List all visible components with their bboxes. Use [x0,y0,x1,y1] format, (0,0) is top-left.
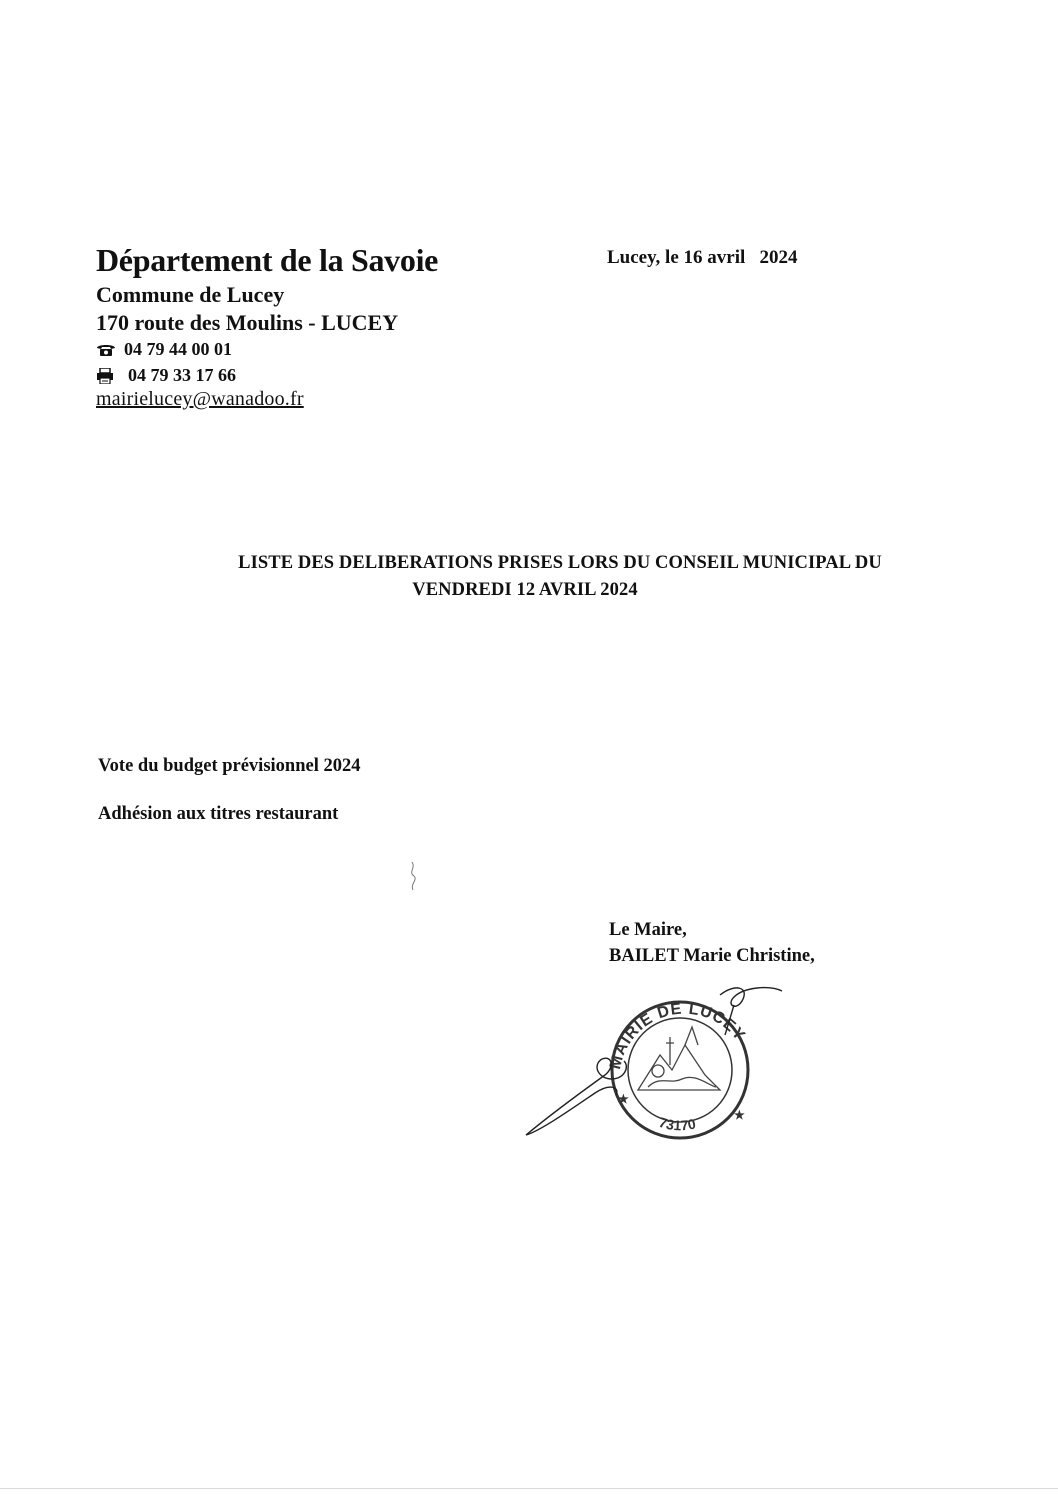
phone-line [96,339,232,360]
seal-bottom-text: 73170 [657,1113,698,1134]
email-link[interactable]: mairielucey@wanadoo.fr [96,388,304,410]
signatory-role: Le Maire, [609,920,687,940]
fax-line [96,365,236,386]
page-bottom-edge [0,1488,1058,1489]
postal-address: 170 route des Moulins - LUCEY [96,310,399,335]
fax-icon [96,368,114,384]
seal-top-text: MAIRIE DE LUCEY [606,1000,749,1071]
mayor-seal-and-signature [520,975,820,1145]
department-heading: Département de la Savoie [96,242,439,278]
signatory-name: BAILET Marie Christine, [609,946,815,966]
pen-mark [402,860,422,892]
deliberation-item: Adhésion aux titres restaurant [98,804,339,824]
document-title-line-1: LISTE DES DELIBERATIONS PRISES LORS DU CONSEIL MUNICIPAL DU [238,553,882,573]
document-title-line-2: VENDREDI 12 AVRIL 2024 [412,580,638,600]
svg-text:★: ★ [734,1108,745,1122]
telephone-icon [96,343,116,357]
commune-name: Commune de Lucey [96,282,285,307]
phone-number: 04 79 44 00 01 [124,339,232,359]
svg-text:73170 [657,1114,697,1134]
fax-number: 04 79 33 17 66 [128,365,236,385]
document-date: Lucey, le 16 avril 2024 [607,247,798,268]
svg-text:★: ★ [618,1092,629,1106]
deliberation-item: Vote du budget prévisionnel 2024 [98,756,361,776]
